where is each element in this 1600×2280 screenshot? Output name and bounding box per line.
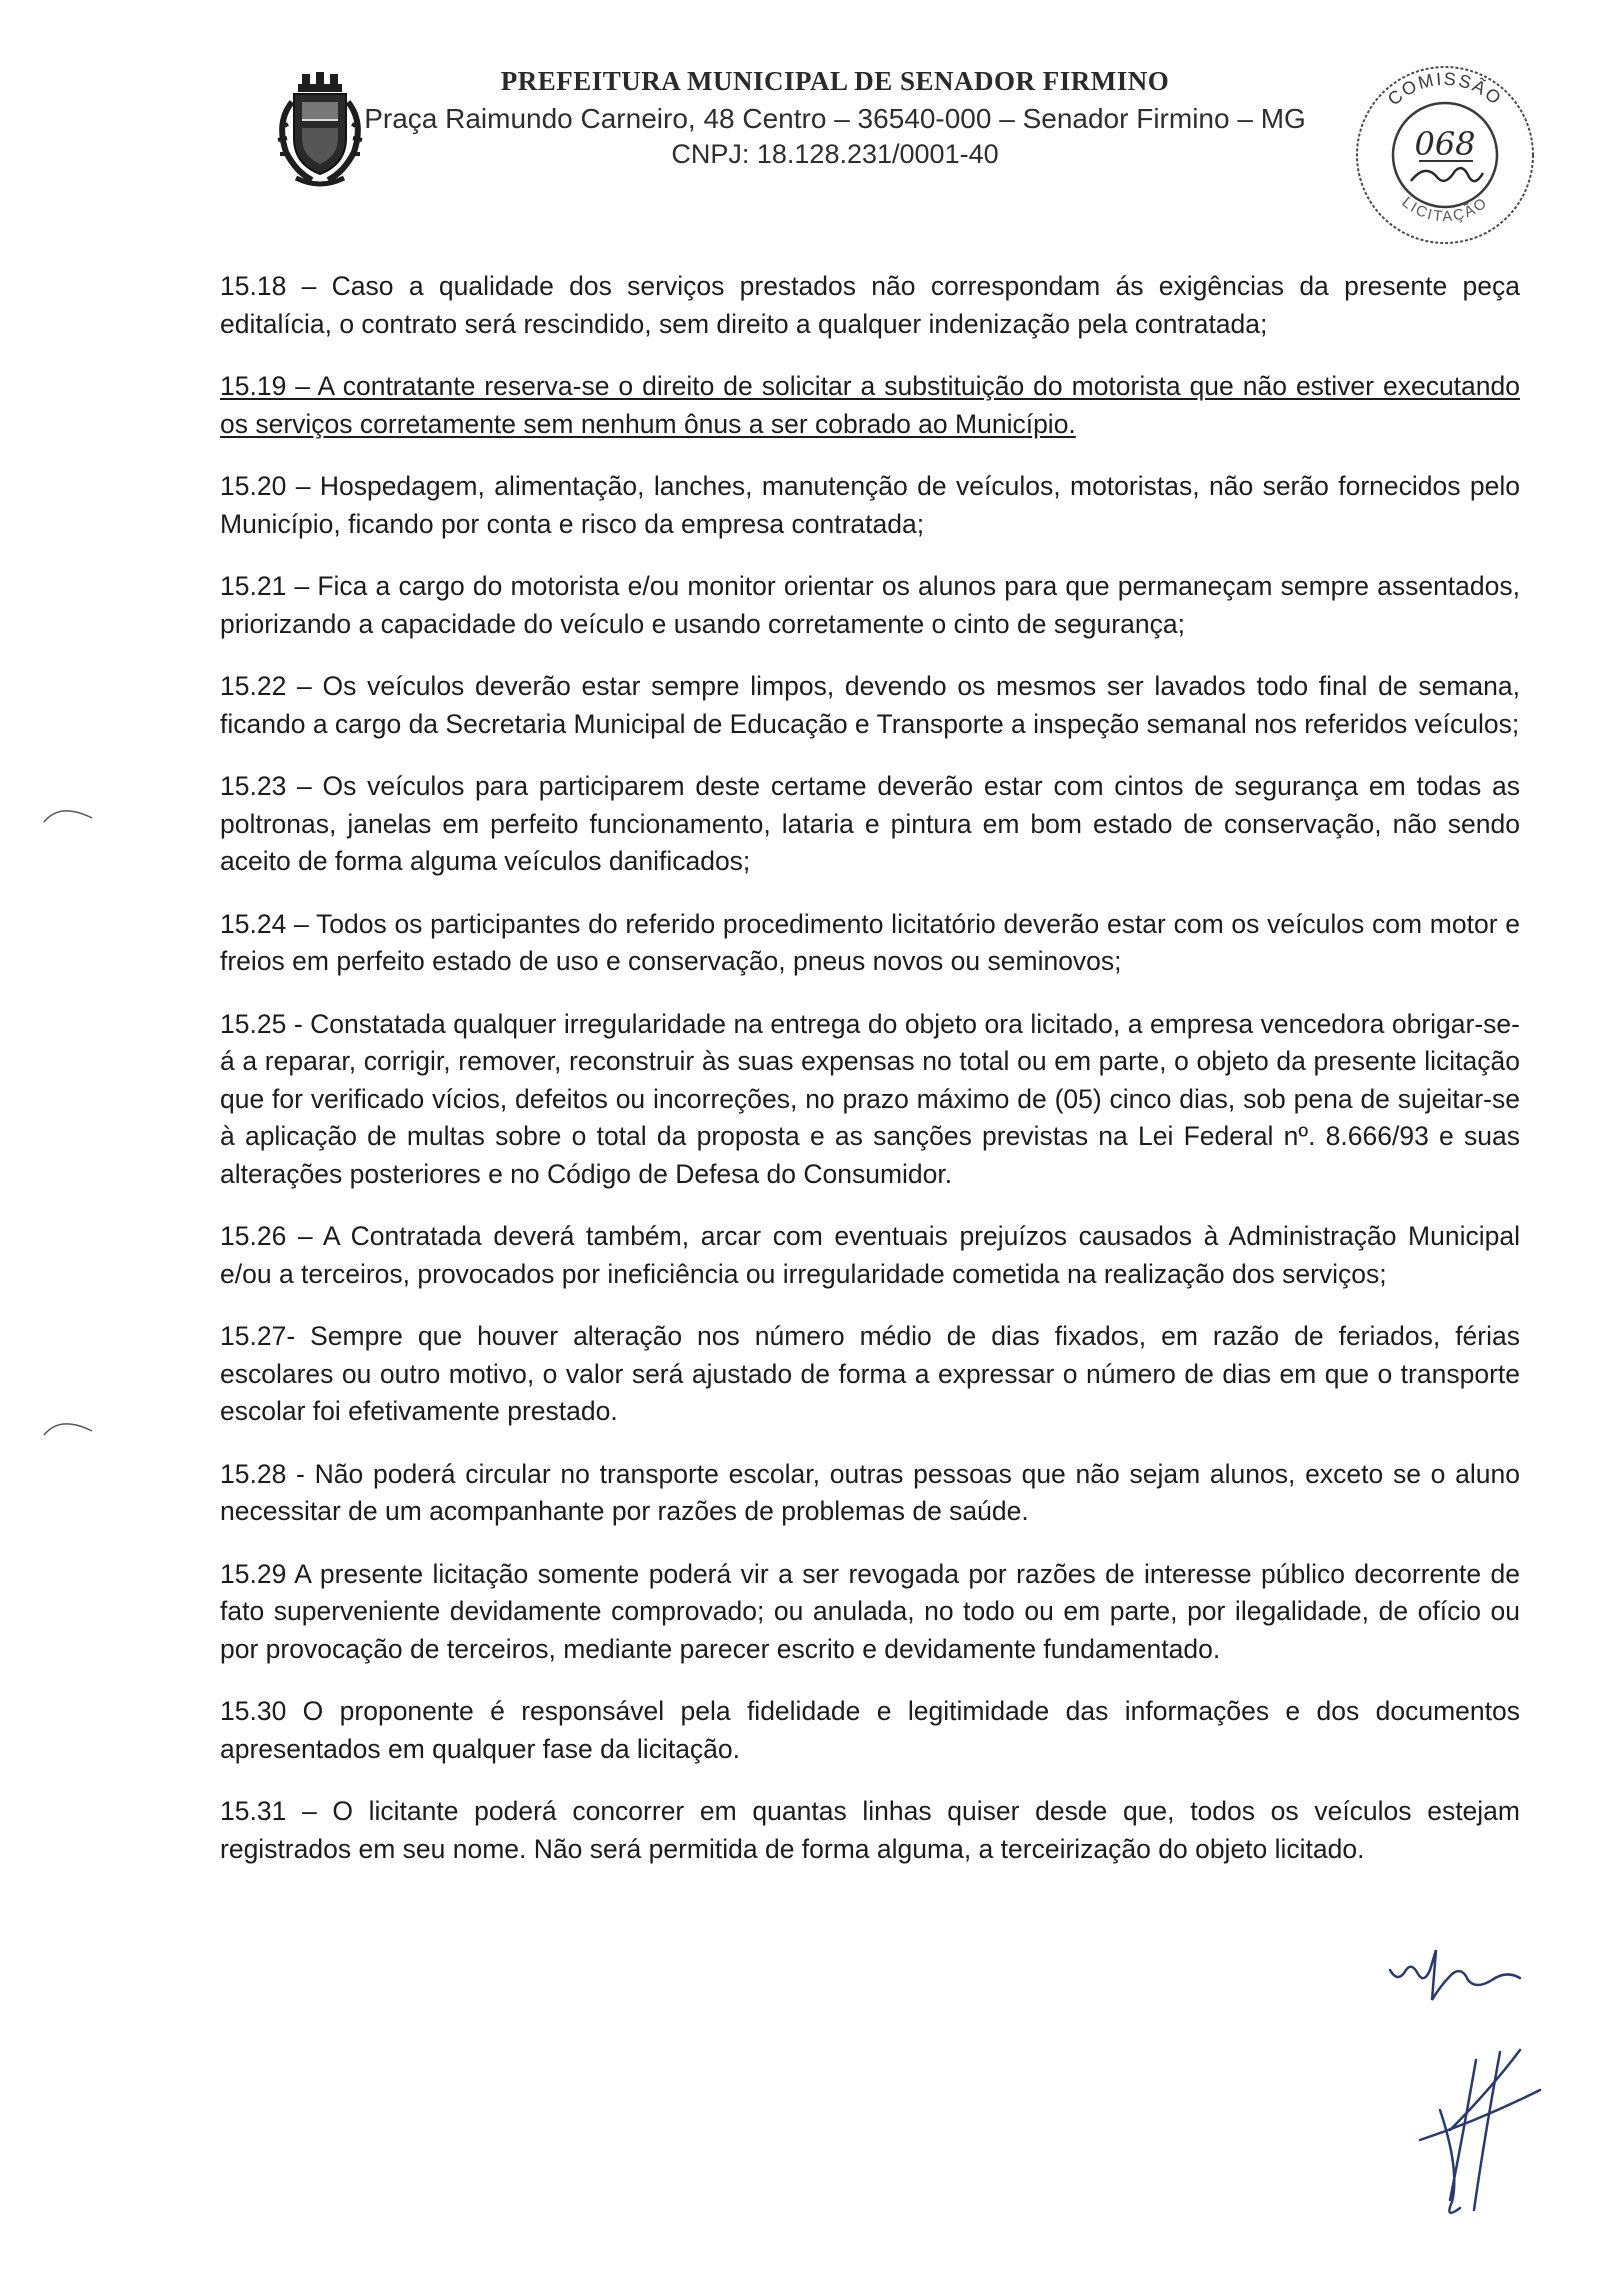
org-cnpj: CNPJ: 18.128.231/0001-40 bbox=[671, 139, 999, 169]
handwritten-signatures-icon bbox=[1380, 1940, 1580, 2240]
clause-9: 15.26 – A Contratada deverá também, arcar com eventuais prejuízos causados à Administração Municipal e/ou a terceiros, provocados por ineficiência ou irregularidade cometida na realização dos serviços; bbox=[220, 1221, 1520, 1289]
clause-8: 15.25 - Constatada qualquer irregularidade na entrega do objeto ora licitado, a empresa vencedora obrigar-se-á a reparar, corrigir, remover, reconstruir às suas expensas no total ou em parte, o objeto da presente licitação que for verificado vícios, defeitos ou incorreções, no prazo máximo de (05) cinco dias, sob pena de sujeitar-se à aplicação de multas sobre o total da proposta e as sanções previstas na Lei Federal nº. 8.666/93 e suas alterações posteriores e no Código de Defesa do Consumidor. bbox=[220, 1008, 1520, 1189]
stamp-top-text: COMISSÃO bbox=[1383, 68, 1507, 110]
svg-text:LICITAÇÃO bbox=[1399, 194, 1492, 226]
clause-6: 15.23 – Os veículos para participarem deste certame deverão estar com cintos de segurança em todas as poltronas, janelas em perfeito funcionamento, lataria e pintura em bom estado de conservação, não sendo aceito de forma alguma veículos danificados; bbox=[220, 771, 1520, 876]
clause-14: 15.31 – O licitante poderá concorrer em quantas linhas quiser desde que, todos os veículos estejam registrados em seu nome. Não será permitida de forma alguma, a terceirização do objeto licitado. bbox=[220, 1796, 1520, 1864]
commission-stamp bbox=[1345, 55, 1545, 255]
letterhead bbox=[0, 0, 1600, 230]
clause-4: 15.21 – Fica a cargo do motorista e/ou monitor orientar os alunos para que permaneçam sempre assentados, priorizando a capacidade do veículo e usando corretamente o cinto de segurança; bbox=[220, 571, 1520, 639]
clause-7: 15.24 – Todos os participantes do referido procedimento licitatório deverão estar com os veículos com motor e freios em perfeito estado de uso e conservação, pneus novos ou seminovos; bbox=[220, 908, 1520, 976]
stamp-page-number: 068 bbox=[1414, 125, 1476, 163]
stamp-bottom-text: LICITAÇÃO bbox=[1398, 193, 1492, 226]
clause-10: 15.27- Sempre que houver alteração nos número médio de dias fixados, em razão de feriados, férias escolares ou outro motivo, o valor será ajustado de forma a expressar o número de dias em que o transporte escolar foi efetivamente prestado. bbox=[220, 1321, 1520, 1426]
clause-13: 15.30 O proponente é responsável pela fidelidade e legitimidade das informações e dos documentos apresentados em qualquer fase da licitação. bbox=[220, 1696, 1520, 1764]
clauses-list bbox=[220, 268, 1520, 1893]
scan-margin-mark bbox=[40, 1413, 100, 1443]
scan-margin-mark bbox=[40, 800, 100, 830]
clause-2: 15.19 – A contratante reserva-se o direito de solicitar a substituição do motorista que não estiver executando os serviços corretamente sem nenhum ônus a ser cobrado ao Município. bbox=[220, 371, 1520, 439]
clause-5: 15.22 – Os veículos deverão estar sempre limpos, devendo os mesmos ser lavados todo final de semana, ficando a cargo da Secretaria Municipal de Educação e Transporte a inspeção semanal nos referidos veículos; bbox=[220, 671, 1520, 739]
org-address: Praça Raimundo Carneiro, 48 Centro – 36540-000 – Senador Firmino – MG bbox=[364, 103, 1306, 134]
stamp-initials-signature bbox=[1411, 168, 1483, 181]
org-name: PREFEITURA MUNICIPAL DE SENADOR FIRMINO bbox=[500, 66, 1170, 96]
clause-11: 15.28 - Não poderá circular no transporte escolar, outras pessoas que não sejam alunos, exceto se o aluno necessitar de um acompanhante por razões de problemas de saúde. bbox=[220, 1458, 1520, 1526]
clause-12: 15.29 A presente licitação somente poderá vir a ser revogada por razões de interesse público decorrente de fato superveniente devidamente comprovado; ou anulada, no todo ou em parte, por ilegalidade, de ofício ou por provocação de terceiros, mediante parecer escrito e devidamente fundamentado. bbox=[220, 1558, 1520, 1664]
clause-1: 15.18 – Caso a qualidade dos serviços prestados não correspondam ás exigências da presente peça editalícia, o contrato será rescindido, sem direito a qualquer indenização pela contratada; bbox=[220, 271, 1520, 339]
clause-3: 15.20 – Hospedagem, alimentação, lanches, manutenção de veículos, motoristas, não serão fornecidos pelo Município, ficando por conta e risco da empresa contratada; bbox=[220, 471, 1520, 539]
